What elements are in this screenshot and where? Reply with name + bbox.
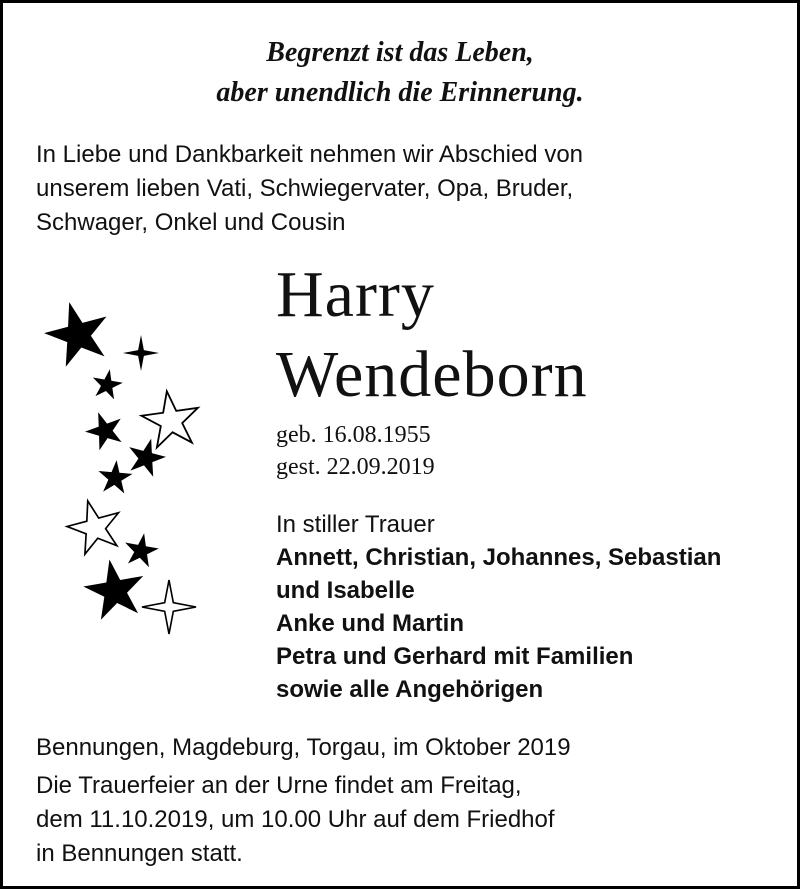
intro-text	[36, 138, 776, 240]
mourners-lead: In stiller Trauer	[276, 511, 435, 538]
service-line-3: in Bennungen statt.	[36, 840, 243, 867]
deceased-last-name: Wendeborn	[276, 338, 588, 411]
mourners-block	[276, 508, 721, 706]
service-line-2: dem 11.10.2019, um 10.00 Uhr auf dem Friedhof	[36, 806, 555, 833]
birth-date: geb. 16.08.1955	[276, 422, 431, 448]
deceased-name	[276, 255, 588, 415]
deceased-first-name: Harry	[276, 258, 435, 331]
intro-line-1: In Liebe und Dankbarkeit nehmen wir Abschied von	[36, 141, 584, 168]
life-dates	[276, 419, 435, 483]
motto	[3, 33, 797, 113]
mourner-line: und Isabelle	[276, 577, 415, 604]
service-line-1: Die Trauerfeier an der Urne findet am Freitag,	[36, 772, 522, 799]
motto-line-1: Begrenzt ist das Leben,	[266, 37, 534, 68]
mourner-line: sowie alle Angehörigen	[276, 676, 544, 703]
motto-line-2: aber unendlich die Erinnerung.	[216, 77, 584, 108]
intro-line-2: unserem lieben Vati, Schwiegervater, Opa, Bruder,	[36, 175, 574, 202]
mourner-line: Petra und Gerhard mit Familien	[276, 643, 634, 670]
mourner-line: Annett, Christian, Johannes, Sebastian	[276, 544, 722, 571]
place-date: Bennungen, Magdeburg, Torgau, im Oktober 2019	[36, 734, 571, 761]
service-info	[36, 769, 555, 871]
mourner-line: Anke und Martin	[276, 610, 465, 637]
death-date: gest. 22.09.2019	[276, 454, 435, 480]
intro-line-3: Schwager, Onkel und Cousin	[36, 209, 346, 236]
stars-icon	[33, 293, 233, 653]
